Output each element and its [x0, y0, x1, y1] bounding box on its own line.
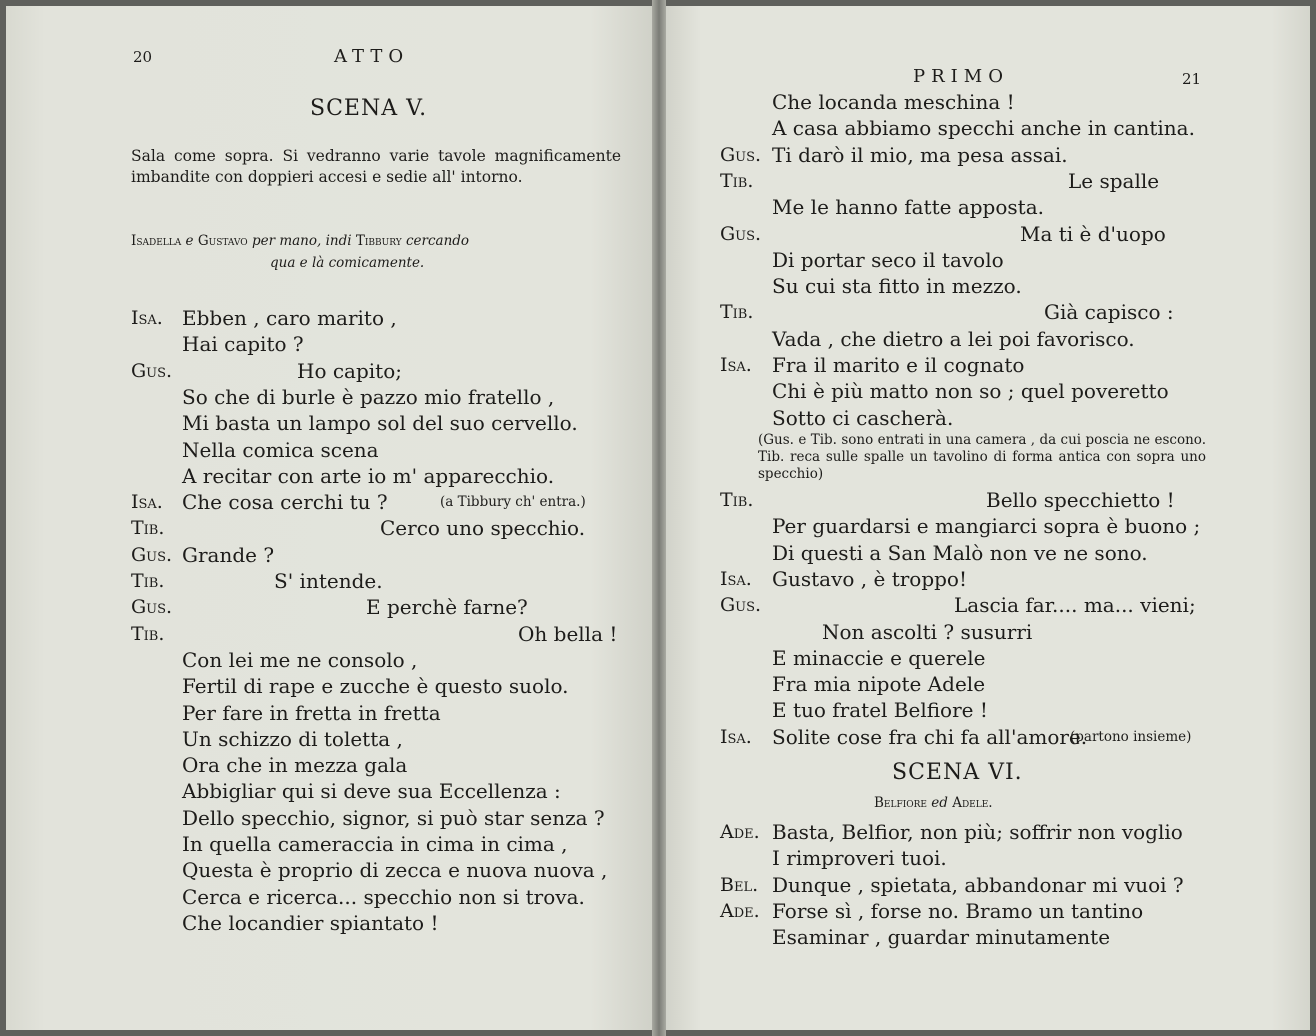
verse-line: Per guardarsi e mangiarci sopra è buono ;: [772, 514, 1201, 539]
speaker-label: Gus.: [720, 222, 762, 245]
verse-line: Hai capito ?: [182, 332, 304, 357]
speaker-label: Tib.: [131, 622, 165, 645]
verse-line: Con lei me ne consolo ,: [182, 647, 418, 672]
speaker-label: Ade.: [720, 899, 760, 922]
left-page-number: 20: [133, 48, 153, 66]
stage-note: (Gus. e Tib. sono entrati in una camera , da cui poscia ne escono. Tib. reca sulle spalle un tavolino di forma antica con sopra uno specchio): [758, 432, 1206, 482]
verse-line: Per fare in fretta in fretta: [182, 700, 441, 725]
verse-line: Me le hanno fatte apposta.: [772, 195, 1044, 220]
verse-line: Le spalle: [1068, 168, 1160, 193]
speaker-label: Tib.: [720, 489, 754, 511]
verse-line: E tuo fratel Belfiore !: [772, 698, 988, 723]
speaker-label: Tib.: [720, 169, 754, 192]
verse-line: Di portar seco il tavolo: [772, 247, 1004, 272]
verse-line: Sotto ci cascherà.: [772, 405, 954, 430]
verse-line: Cerca e ricerca... specchio non si trova.: [182, 884, 585, 909]
verse-line: A recitar con arte io m' apparecchio.: [182, 463, 555, 488]
speaker-label: Tib.: [131, 517, 165, 540]
right-page-number: 21: [1182, 70, 1202, 88]
verse-line: Forse sì , forse no. Bramo un tantino: [772, 898, 1144, 923]
verse-line: I rimproveri tuoi.: [772, 846, 947, 871]
scene-vi-characters: Belfiore ed Adele.: [874, 795, 993, 811]
left-running-head: ATTO: [334, 46, 410, 67]
verse-line: Ti darò il mio, ma pesa assai.: [772, 142, 1068, 167]
verse-line: Grande ?: [182, 542, 275, 567]
verse-line: Nella comica scena: [182, 437, 379, 462]
verse-line: Che cosa cerchi tu ?: [182, 490, 388, 515]
verse-line: Cerco uno specchio.: [380, 516, 586, 541]
speaker-label: Tib.: [131, 570, 165, 592]
verse-line: Un schizzo di toletta ,: [182, 726, 403, 751]
verse-line: Oh bella !: [518, 621, 618, 646]
speaker-label: Gus.: [131, 596, 173, 619]
verse-line: Fra mia nipote Adele: [772, 672, 986, 697]
speaker-label: Isa.: [720, 725, 752, 748]
speaker-label: Bel.: [720, 873, 759, 896]
verse-line: Ebben , caro marito ,: [182, 306, 397, 330]
verse-line: Che locandier spiantato !: [182, 910, 439, 935]
verse-line: So che di burle è pazzo mio fratello ,: [182, 384, 555, 409]
speaker-label: Gus.: [131, 543, 173, 566]
verse-line: Ma ti è d'uopo: [1020, 221, 1166, 246]
scene-title-v: SCENA V.: [310, 96, 428, 121]
right-running-head: PRIMO: [913, 66, 1009, 87]
verse-line: Ora che in mezza gala: [182, 753, 408, 778]
verse-line: E perchè farne?: [366, 595, 528, 620]
verse-line: Basta, Belfior, non più; soffrir non voglio: [772, 820, 1183, 844]
speaker-label: Isa.: [131, 307, 163, 329]
book-gutter: [652, 0, 666, 1036]
stage-aside: (partono insieme): [1070, 728, 1192, 745]
verse-line: Mi basta un lampo sol del suo cervello.: [182, 411, 578, 436]
verse-line: Esaminar , guardar minutamente: [772, 925, 1111, 950]
verse-line: Abbigliar qui si deve sua Eccellenza :: [182, 779, 561, 804]
verse-line: Su cui sta fitto in mezzo.: [772, 274, 1022, 299]
speaker-label: Ade.: [720, 821, 760, 843]
verse-line: Lascia far.... ma... vieni;: [954, 593, 1196, 618]
verse-line: Dello specchio, signor, si può star senza ?: [182, 805, 605, 830]
stage-aside: (a Tibbury ch' entra.): [440, 494, 586, 511]
scene-setting: Sala come sopra. Si vedranno varie tavole magnificamente imbandite con doppieri accesi e sedie all' intorno.: [131, 147, 621, 186]
verse-line: Che locanda meschina !: [772, 90, 1015, 114]
scene-v-characters-line2: qua e là comicamente.: [270, 255, 425, 271]
verse-line: Fertil di rape e zucche è questo suolo.: [182, 674, 569, 699]
verse-line: Ho capito;: [297, 358, 402, 383]
verse-line: A casa abbiamo specchi anche in cantina.: [772, 116, 1195, 141]
verse-line: Solite cose fra chi fa all'amore.: [772, 724, 1088, 749]
verse-line: Vada , che dietro a lei poi favorisco.: [772, 326, 1135, 351]
verse-line: Di questi a San Malò non ve ne sono.: [772, 540, 1148, 565]
verse-line: Bello specchietto !: [986, 488, 1175, 512]
speaker-label: Isa.: [131, 491, 163, 514]
verse-line: Dunque , spietata, abbandonar mi vuoi ?: [772, 872, 1184, 897]
verse-line: E minaccie e querele: [772, 645, 986, 670]
verse-line: Già capisco :: [1044, 300, 1174, 325]
verse-line: S' intende.: [274, 569, 383, 593]
verse-line: Questa è proprio di zecca e nuova nuova ,: [182, 858, 608, 883]
verse-line: In quella cameraccia in cima in cima ,: [182, 832, 568, 856]
verse-line: Gustavo , è troppo!: [772, 566, 968, 591]
verse-line: Non ascolti ? susurri: [822, 619, 1033, 644]
scene-title-vi: SCENA VI.: [892, 760, 1023, 785]
speaker-label: Gus.: [720, 594, 762, 617]
scene-v-characters: Isadella e Gustavo per mano, indi Tibbury cercando: [131, 233, 470, 249]
speaker-label: Gus.: [131, 359, 173, 382]
speaker-label: Isa.: [720, 354, 752, 376]
speaker-label: Isa.: [720, 567, 752, 590]
speaker-label: Tib.: [720, 301, 754, 324]
verse-line: Chi è più matto non so ; quel poveretto: [772, 379, 1169, 404]
speaker-label: Gus.: [720, 143, 762, 166]
verse-line: Fra il marito e il cognato: [772, 353, 1025, 377]
